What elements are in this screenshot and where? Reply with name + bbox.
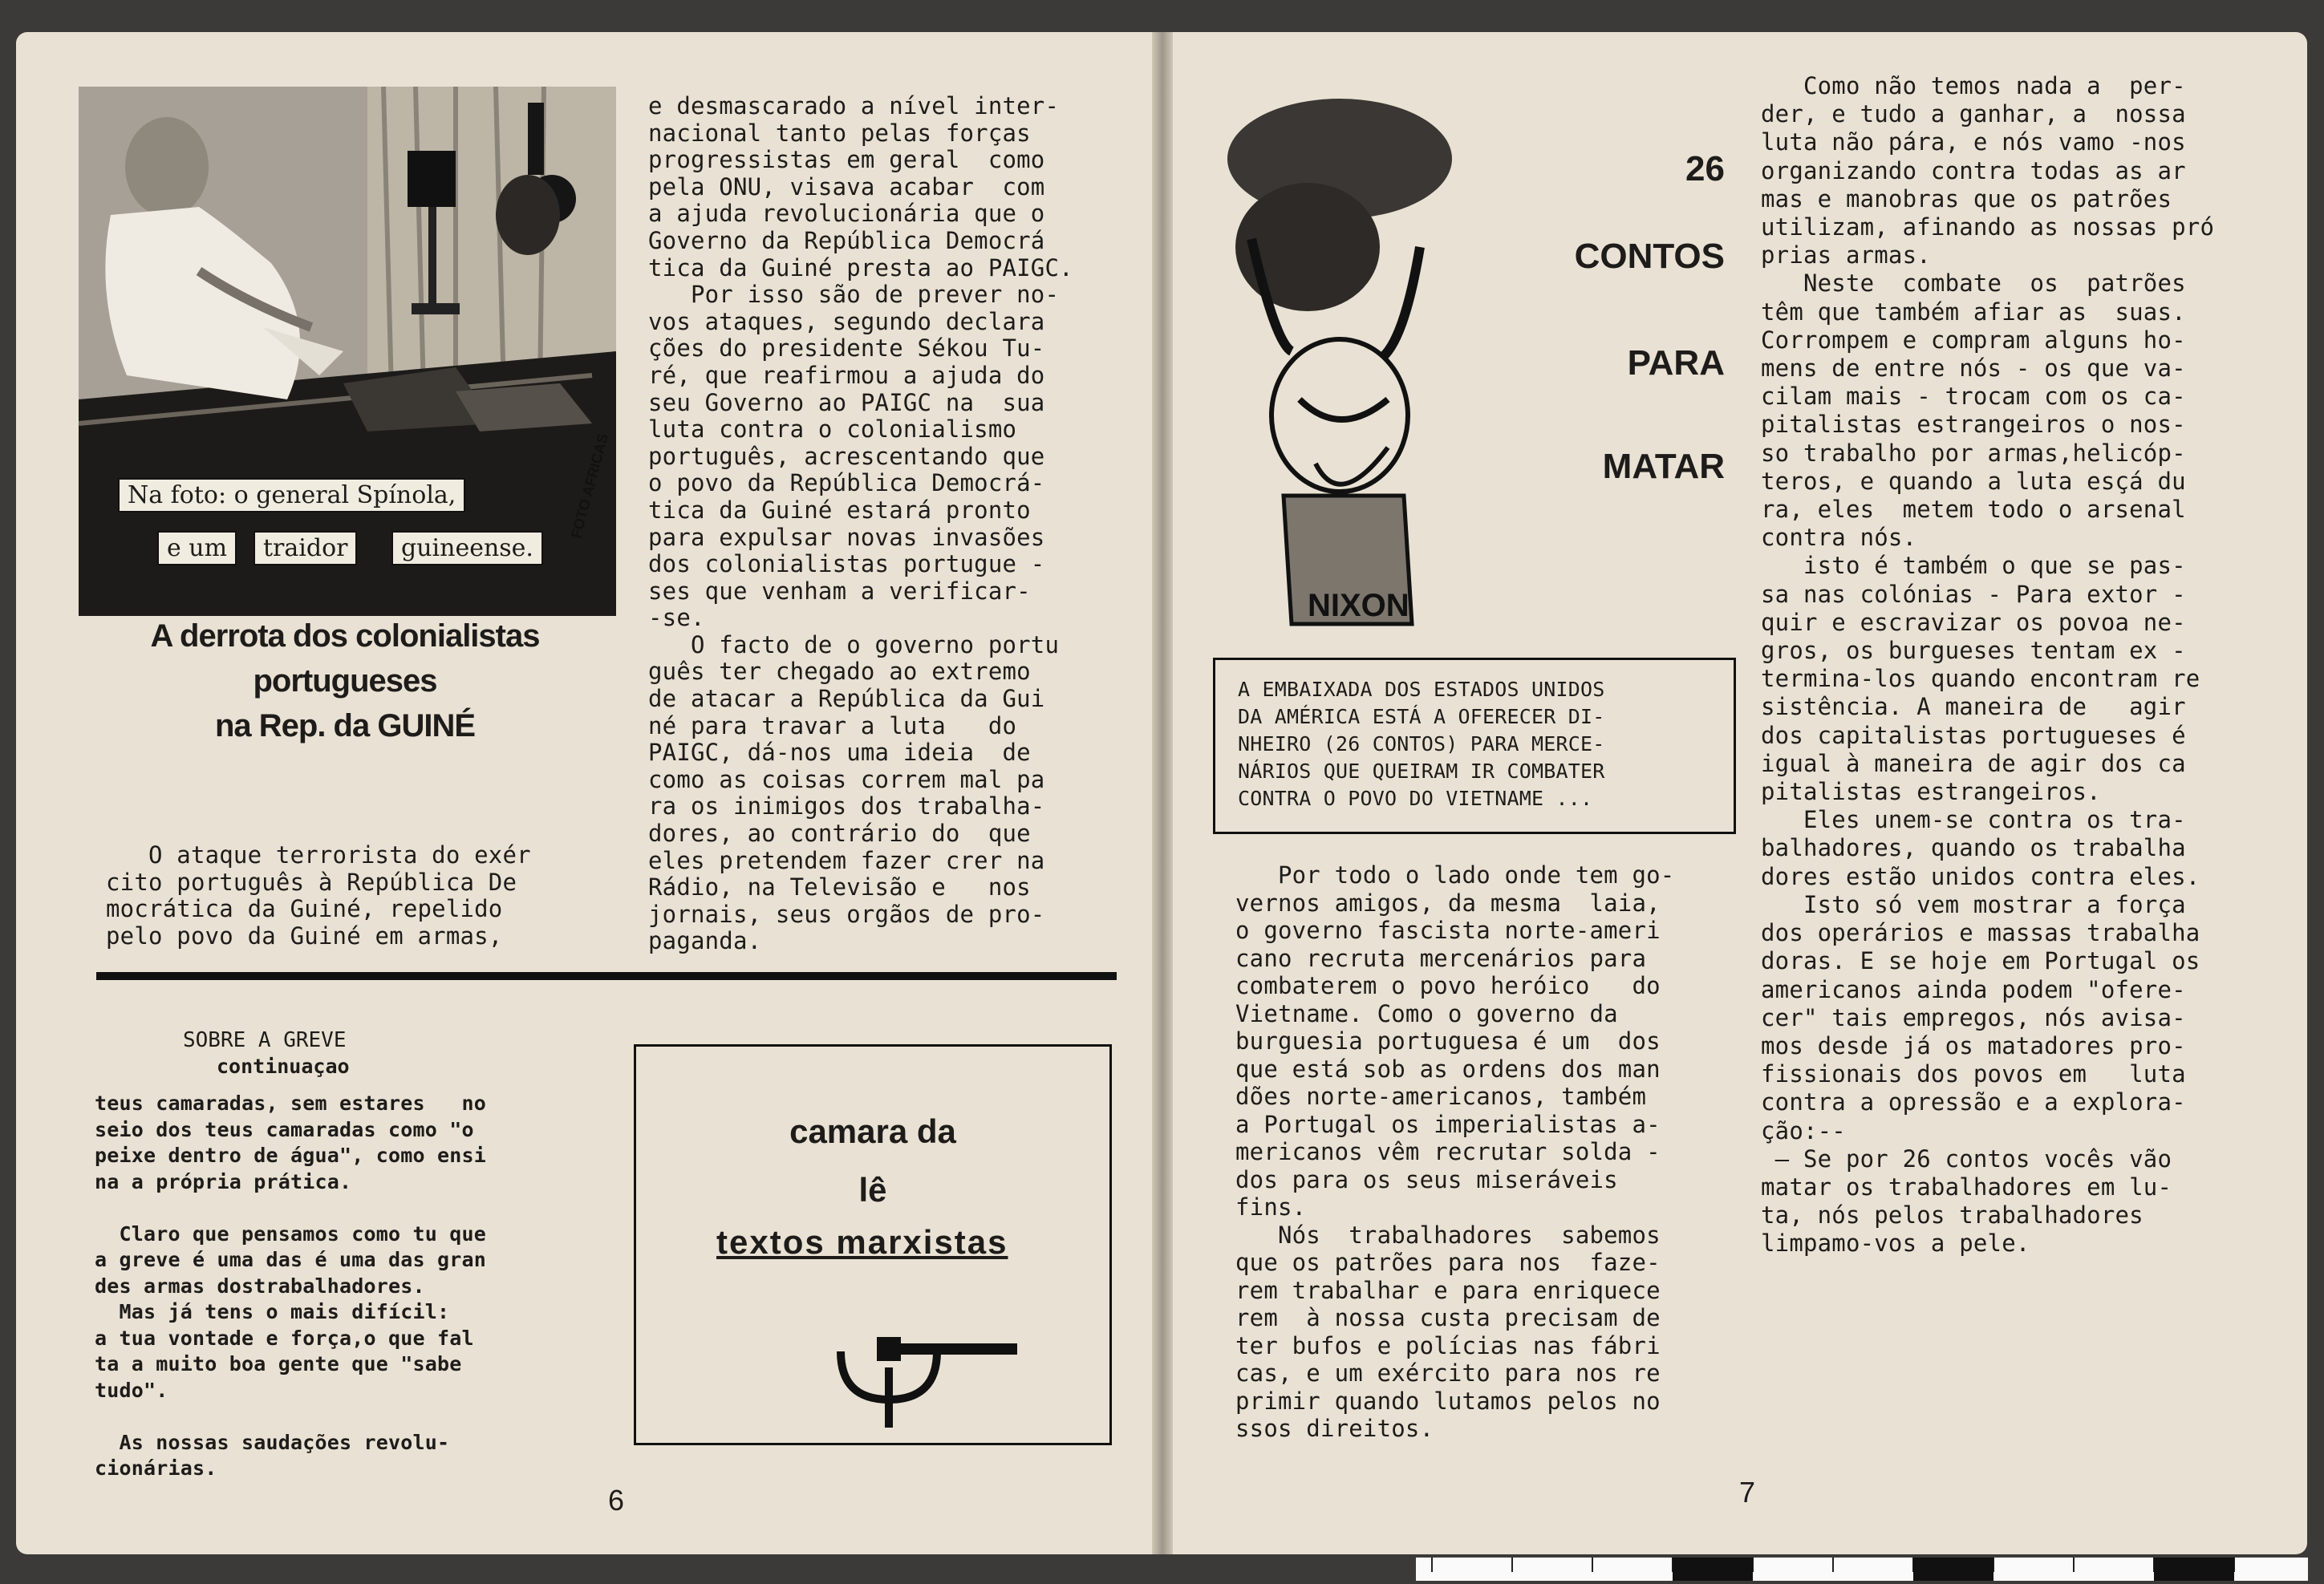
- embassy-notice-box: [1213, 658, 1736, 834]
- camara-line3: textos marxistas: [716, 1223, 1008, 1261]
- photo-caption-word2: traidor: [253, 531, 357, 565]
- photo-credit: FOTO AFRICAS: [568, 431, 612, 541]
- struggle-article: Como não temos nada a per- der, e tudo a ganhar, a nossa luta não pára, e nós vamo -nos organizando contra todas as ar mas e manobras que os patrões utilizam, afinando as nossas pró prias armas. Neste combate os patrões têm que também afiar as suas. Corrompem e compram alguns ho- mens de entre nós - os que va- cilam mais - trocam com os ca- pitalistas estrangeiros o nos- so trabalho por armas,helicóp- teros, e quando a luta esçá du ra, eles metem todo o arsenal contra nós. isto é também o que se pas- sa nas colónias - Para extor - quir e escravizar os povoa ne- gros, os burgueses tentam ex - termina-los quando encontram re sistência. A maneira de agir dos capitalistas portugueses é igual à maneira de agir dos ca pitalistas estrangeiros. Eles unem-se contra os tra- balhadores, quando os trabalha dores estão unidos contra eles. Isto só vem mostrar a força dos operários e massas trabalha doras. E se hoje em Portugal os americanos ainda podem "ofere- cer" tais empregos, nós avisa- mos desde já os matadores pro- fissionais dos povos em luta contra a opressão e a explora- ção:-- — Se por 26 contos vocês vão matar os trabalhadores em lu- ta, nós pelos trabalhadores limpamo-vos a pele.: [1761, 72, 2215, 1258]
- embassy-notice-text: A EMBAIXADA DOS ESTADOS UNIDOS DA AMÉRICA ESTÁ A OFERECER DI- NHEIRO (26 CONTOS) PARA MERCE- NÁRIOS QUE QUEIRAM IR COMBATER CONTRA O POVO DO VIETNAME ...: [1238, 678, 1605, 810]
- hammer-sickle-icon: [833, 1335, 1025, 1432]
- scale-ruler: [1416, 1558, 2308, 1581]
- camara-line1: camara da: [789, 1112, 956, 1150]
- photo-caption-word3: guineense.: [391, 531, 543, 565]
- camara-box: [634, 1044, 1112, 1445]
- photo-caption-line1: Na foto: o general Spínola,: [118, 478, 465, 512]
- section-divider: [96, 972, 1117, 980]
- article-body: e desmascarado a nível inter- nacional tanto pelas forças progressistas em geral como pela ONU, visava acabar com a ajuda revolucionária que o Governo da República Democrá tica da Guiné presta ao PAIGC. Por isso são de prever no- vos ataques, segundo declara ções do presidente Sékou Tu- ré, que reafirmou a ajuda do seu Governo ao PAIGC na sua luta contra o colonialismo português, acrescentando que o povo da República Democrá- tica da Guiné estará pronto para expulsar novas invasões dos colonialistas portugue - ses que venham a verificar- -se. O facto de o governo portu guês ter chegado ao extremo de atacar a República da Gui né para travar a luta do PAIGC, dá-nos uma ideia de como as coisas correm mal pa ra os inimigos dos trabalha- dores, ao contrário do que eles pretendem fazer crer na Rádio, na Televisão e nos jornais, seus orgãos de pro- paganda.: [648, 92, 1073, 955]
- headline-line2: portugueses: [253, 663, 437, 699]
- mercenaries-article: Por todo o lado onde tem go- vernos amigos, da mesma laia, o governo fascista norte-ameri cano recruta mercenários para combaterem o povo heróico do Vietname. Como o governo da burguesia portuguesa é um dos que está sob as ordens dos man dões norte-americanos, também a Portugal os imperialistas a- mericanos vêm recrutar solda - dos para os seus miseráveis fins. Nós trabalhadores sabemos que os patrões para nos faze- rem trabalhar e para enriquece rem à nossa custa precisam de ter bufos e polícias nas fábri cas, e um exército para nos re primir quando lutamos pelos no ssos direitos.: [1235, 861, 1675, 1442]
- page-number-6: 6: [608, 1484, 625, 1517]
- greve-body: teus camaradas, sem estares no seio dos teus camaradas como "o peixe dentro de água", como ensi na a própria prática. Claro que pensamos como tu que a greve é uma das é uma das gran des armas dostrabalhadores. Mas já tens o mais difícil: a tua vontade e força,o que fal ta a muito boa gente que "sabe tudo". As nossas saudações revolu- cionárias.: [95, 1092, 487, 1480]
- headline-word-3: PARA: [1627, 343, 1725, 383]
- greve-title: SOBRE A GREVE: [183, 1028, 347, 1052]
- headline-word-4: MATAR: [1602, 447, 1725, 486]
- camara-line2: lê: [858, 1171, 887, 1209]
- page-gutter: [1152, 32, 1173, 1554]
- article-headline: [88, 614, 602, 748]
- cartoon-label: NIXON: [1308, 588, 1409, 623]
- nixon-cartoon: [1219, 63, 1476, 640]
- photo-caption-word1: e um: [157, 531, 237, 565]
- spinola-photo: [79, 87, 616, 616]
- headline-line1: A derrota dos colonialistas: [150, 618, 540, 654]
- greve-subtitle: continuaçao: [217, 1055, 350, 1078]
- headline-line3: na Rep. da GUINÉ: [214, 708, 476, 743]
- headline-word-2: CONTOS: [1574, 237, 1725, 276]
- article-intro: O ataque terrorista do exér cito português à República De mocrática da Guiné, repelido pelo povo da Guiné em armas,: [106, 841, 531, 950]
- page-number-7: 7: [1739, 1476, 1756, 1509]
- headline-word-1: 26: [1685, 149, 1725, 188]
